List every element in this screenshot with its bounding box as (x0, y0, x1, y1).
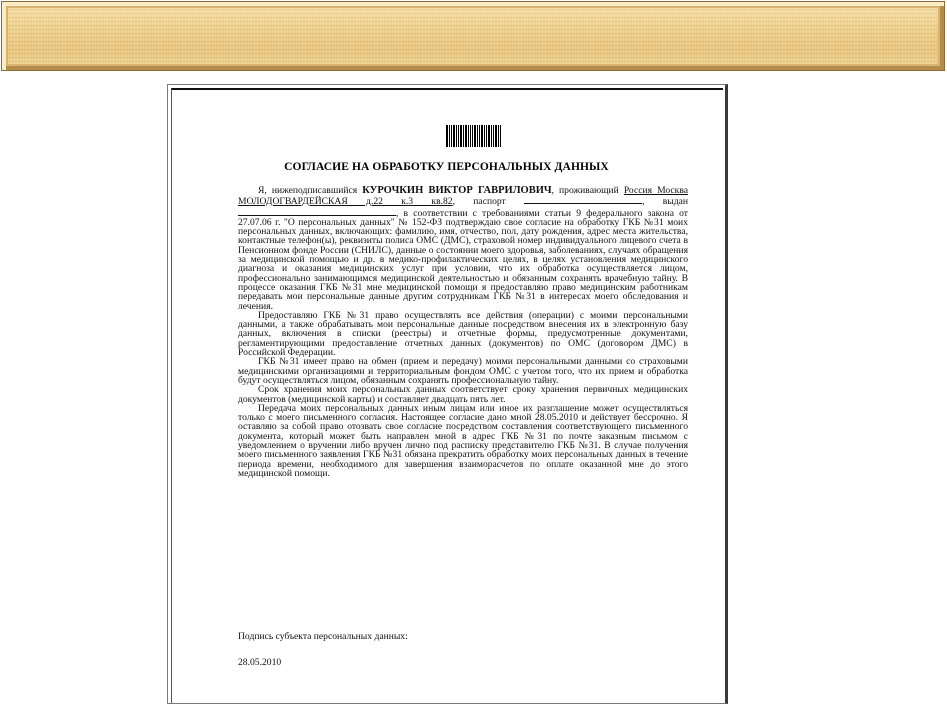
document-body (238, 186, 688, 478)
paragraph-actions: Предоставляю ГКБ №31 право осуществлять все действия (операции) с моими персональными данными, а также обрабатывать мои персональные данные посредством внесения их в электронную базу данных, включения в списки (реестры) и отчетные формы, предусмотренные документами, регламентирующими предоставление отчетных данных (документов) по ОМС (договором ДМС) в Российской Федерации. (238, 309, 688, 359)
passport-blank-field (524, 195, 642, 204)
barcode-bar (481, 125, 483, 147)
barcode-bar (493, 125, 494, 147)
barcode-bar (474, 125, 476, 147)
document-page (167, 84, 728, 704)
signature-date: 28.05.2010 (238, 657, 282, 668)
signature-label: Подпись субъекта персональных данных: (238, 631, 408, 642)
barcode-bar (495, 125, 497, 147)
barcode-bar (479, 125, 480, 147)
barcode-bar (451, 125, 452, 147)
barcode-bar (472, 125, 473, 147)
barcode-bar (470, 125, 471, 147)
paragraph-storage: Срок хранения моих персональных данных соответствует сроку хранения первичных медицинских документов (медицинской карты) и составляет двадцать пять лет. (238, 384, 688, 405)
barcode-bar (446, 125, 448, 147)
subject-address: Россия Москва МОЛОДОГВАРДЕЙСКАЯ д.22 к.3 кв.82 (238, 185, 688, 208)
barcode-bar (484, 125, 485, 147)
barcode-bar (465, 125, 467, 147)
subject-name: КУРОЧКИН ВИКТОР ГАВРИЛОВИЧ (362, 185, 552, 196)
barcode-bar (498, 125, 499, 147)
barcode-bar (500, 125, 501, 147)
paragraph-transfer: Передача моих персональных данных иным лицам или иное их разглашение может осуществляться только с моего письменного согласия. Настоящее согласие дано мной 28.05.2010 и действует бессрочно. Я оставляю за собой право отозвать свое согласие посредством составления соответствующего письменного документа, который может быть направлен мной в адрес ГКБ №31 по почте заказным письмом с уведомлением о вручении либо вручен лично под расписку представителю ГКБ №31. В случае получения моего письменного заявления ГКБ №31 обязана прекратить обработку моих персональных данных в течение периода времени, необходимого для завершения взаиморасчетов по оплате оказанной мне до этого медицинской помощи. (238, 402, 688, 479)
barcode-bar (460, 125, 462, 147)
barcode-bar (488, 125, 490, 147)
barcode-icon (446, 125, 506, 147)
barcode-bar (491, 125, 492, 147)
decorative-banner (1, 1, 945, 71)
barcode-bar (458, 125, 459, 147)
barcode-bar (456, 125, 457, 147)
paragraph-consent: Я, нижеподписавшийся КУРОЧКИН ВИКТОР ГАВРИЛОВИЧ, проживающий Россия Москва МОЛОДОГВАРДЕЙСКАЯ д.22 к.3 кв.82, паспорт , выдан , в соответствии с требованиями статьи 9 федерального закона от 27.07.06 г. "О персональных данных" № 152-ФЗ подтверждаю свое согласие на обработку ГКБ №31 моих персональных данных, включающих: фамилию, имя, отчество, пол, дату рождения, адрес места жительства, контактные телефон(ы), реквизиты полиса ОМС (ДМС), страховой номер индивидуального лицевого счета в Пенсионном фонде России (СНИЛС), данные о состоянии моего здоровья, заболеваниях, случаях обращения за медицинской помощью и др. в медико-профилактических целях, в целях установления медицинского диагноза и оказания медицинских услуг при условии, что их обработка осуществляется лицом, профессионально занимающимся медицинской деятельностью и обязанным сохранять врачебную тайну. В процессе оказания ГКБ №31 мне медицинской помощи я предоставляю право медицинским работникам передавать мои персональные данные другим сотрудникам ГКБ №31 в интересах моего обследования и лечения. (238, 185, 689, 312)
document-title: СОГЛАСИЕ НА ОБРАБОТКУ ПЕРСОНАЛЬНЫХ ДАННЫХ (284, 161, 609, 173)
barcode-bar (453, 125, 455, 147)
barcode-bar (463, 125, 464, 147)
barcode-bar (486, 125, 487, 147)
paragraph-exchange: ГКБ №31 имеет право на обмен (прием и передачу) моими персональными данными со страховыми медицинскими организациями и территориальным фондом ОМС с учетом того, что их прием и обработка будут осуществляться лицом, обязанным сохранять профессиональную тайну. (238, 356, 688, 386)
barcode-bar (449, 125, 450, 147)
barcode-bar (468, 125, 469, 147)
issued-by-blank-field (238, 207, 396, 216)
barcode-bar (477, 125, 478, 147)
